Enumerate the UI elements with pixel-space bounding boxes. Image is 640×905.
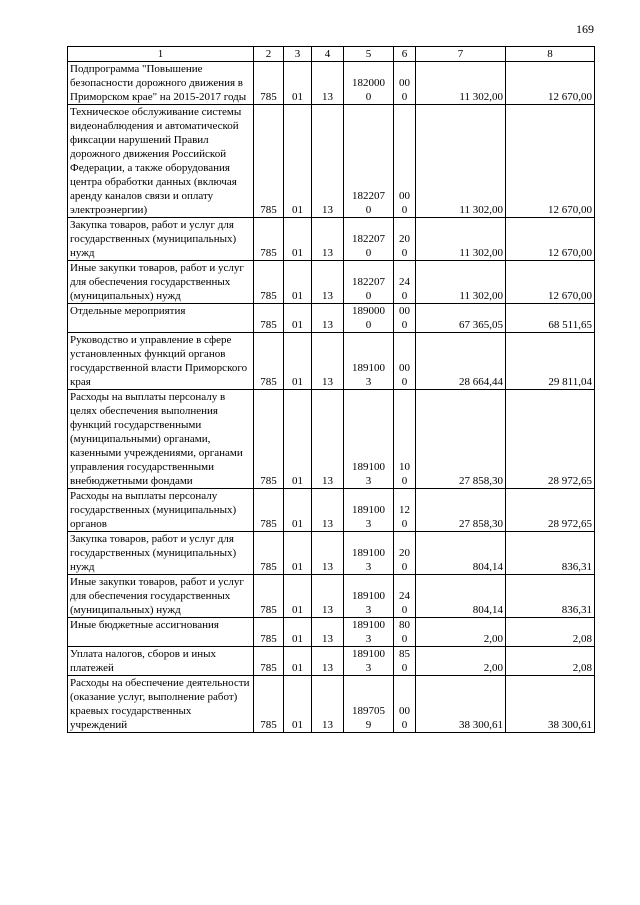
expense-type-code: [394, 261, 416, 304]
table-row: [68, 575, 595, 618]
column-header: 1: [68, 47, 254, 62]
expense-name: Расходы на обеспечение деятельности (оказание услуг, выполнение работ) краевых государственных учреждений: [68, 676, 254, 733]
target-article-code-part2: 3: [365, 518, 372, 530]
expense-name: Иные закупки товаров, работ и услуг для обеспечения государственных (муниципальных) нужд: [68, 261, 254, 304]
amount-year-2: 836,31: [506, 575, 595, 618]
expense-type-code: [394, 390, 416, 489]
column-header: 4: [312, 47, 344, 62]
target-article-code-part2: 9: [365, 719, 372, 731]
amount-year-2: 12 670,00: [506, 218, 595, 261]
expense-name: Закупка товаров, работ и услуг для государственных (муниципальных) нужд: [68, 218, 254, 261]
amount-year-1: 11 302,00: [416, 261, 506, 304]
table-row: [68, 676, 595, 733]
target-article-code-part1: 189705: [352, 705, 385, 717]
target-article-code: [344, 390, 394, 489]
expense-type-code: [394, 304, 416, 333]
amount-year-2: 38 300,61: [506, 676, 595, 733]
expense-name: Уплата налогов, сборов и иных платежей: [68, 647, 254, 676]
expense-name: Закупка товаров, работ и услуг для государственных (муниципальных) нужд: [68, 532, 254, 575]
table-row: [68, 333, 595, 390]
expense-type-code: [394, 333, 416, 390]
table-row: [68, 304, 595, 333]
expense-type-code: [394, 218, 416, 261]
ministry-code: 785: [254, 618, 284, 647]
expense-type-code-part1: 12: [399, 504, 410, 516]
ministry-code: 785: [254, 532, 284, 575]
expense-type-code-part2: 0: [401, 376, 408, 388]
amount-year-1: 11 302,00: [416, 62, 506, 105]
table-row: [68, 532, 595, 575]
ministry-code: 785: [254, 575, 284, 618]
target-article-code-part1: 189100: [352, 504, 385, 516]
expense-type-code-part2: 0: [401, 561, 408, 573]
target-article-code-part2: 3: [365, 561, 372, 573]
section-code: 01: [284, 390, 312, 489]
target-article-code-part2: 3: [365, 633, 372, 645]
target-article-code-part2: 0: [365, 319, 372, 331]
amount-year-2: 2,08: [506, 647, 595, 676]
table-row: [68, 105, 595, 218]
ministry-code: 785: [254, 105, 284, 218]
amount-year-1: 27 858,30: [416, 489, 506, 532]
amount-year-2: 12 670,00: [506, 105, 595, 218]
target-article-code-part1: 189000: [352, 305, 385, 317]
column-header: 6: [394, 47, 416, 62]
expense-type-code-part1: 00: [399, 705, 410, 717]
amount-year-1: 38 300,61: [416, 676, 506, 733]
expense-type-code: [394, 676, 416, 733]
target-article-code-part1: 189100: [352, 547, 385, 559]
expense-type-code-part1: 20: [399, 233, 410, 245]
expense-name: Расходы на выплаты персоналу государственных (муниципальных) органов: [68, 489, 254, 532]
column-header: 7: [416, 47, 506, 62]
section-code: 01: [284, 218, 312, 261]
target-article-code-part2: 0: [365, 290, 372, 302]
amount-year-2: 28 972,65: [506, 390, 595, 489]
expense-type-code-part2: 0: [401, 247, 408, 259]
expense-type-code-part2: 0: [401, 290, 408, 302]
column-header: 8: [506, 47, 595, 62]
target-article-code: [344, 676, 394, 733]
ministry-code: 785: [254, 218, 284, 261]
amount-year-1: 804,14: [416, 575, 506, 618]
target-article-code-part1: 182207: [352, 276, 385, 288]
expense-name: Техническое обслуживание системы видеонаблюдения и автоматической фиксации нарушений Правил дорожного движения Российской Федерации, а также оборудования центра обработки данных (включая аренду каналов связи и оплату электроэнергии): [68, 105, 254, 218]
section-code: 01: [284, 62, 312, 105]
expense-type-code-part1: 00: [399, 77, 410, 89]
expense-type-code: [394, 575, 416, 618]
expense-type-code: [394, 489, 416, 532]
amount-year-2: 28 972,65: [506, 489, 595, 532]
target-article-code-part2: 3: [365, 475, 372, 487]
table-row: [68, 489, 595, 532]
target-article-code: [344, 489, 394, 532]
subsection-code: 13: [312, 105, 344, 218]
target-article-code: [344, 647, 394, 676]
table-row: [68, 647, 595, 676]
target-article-code-part2: 0: [365, 247, 372, 259]
subsection-code: 13: [312, 261, 344, 304]
target-article-code: [344, 218, 394, 261]
expense-type-code-part2: 0: [401, 604, 408, 616]
expense-type-code-part2: 0: [401, 662, 408, 674]
target-article-code: [344, 105, 394, 218]
subsection-code: 13: [312, 304, 344, 333]
ministry-code: 785: [254, 647, 284, 676]
target-article-code-part1: 182207: [352, 190, 385, 202]
subsection-code: 13: [312, 62, 344, 105]
amount-year-2: 2,08: [506, 618, 595, 647]
expense-name: Отдельные мероприятия: [68, 304, 254, 333]
expense-type-code-part1: 20: [399, 547, 410, 559]
expense-type-code: [394, 62, 416, 105]
expense-type-code-part1: 00: [399, 362, 410, 374]
column-header: 3: [284, 47, 312, 62]
expense-type-code-part2: 0: [401, 204, 408, 216]
table-row: [68, 618, 595, 647]
amount-year-1: 11 302,00: [416, 218, 506, 261]
section-code: 01: [284, 676, 312, 733]
expense-type-code-part1: 85: [399, 648, 410, 660]
section-code: 01: [284, 647, 312, 676]
expense-type-code: [394, 647, 416, 676]
section-code: 01: [284, 575, 312, 618]
target-article-code: [344, 304, 394, 333]
target-article-code-part1: 189100: [352, 362, 385, 374]
budget-table: [67, 46, 595, 733]
target-article-code: [344, 575, 394, 618]
target-article-code: [344, 618, 394, 647]
subsection-code: 13: [312, 489, 344, 532]
expense-type-code: [394, 618, 416, 647]
section-code: 01: [284, 618, 312, 647]
expense-type-code-part2: 0: [401, 518, 408, 530]
expense-type-code-part1: 80: [399, 619, 410, 631]
table-row: [68, 390, 595, 489]
ministry-code: 785: [254, 62, 284, 105]
target-article-code: [344, 261, 394, 304]
target-article-code-part2: 3: [365, 604, 372, 616]
expense-name: Иные закупки товаров, работ и услуг для обеспечения государственных (муниципальных) нужд: [68, 575, 254, 618]
expense-type-code-part1: 00: [399, 305, 410, 317]
subsection-code: 13: [312, 532, 344, 575]
target-article-code-part1: 189100: [352, 648, 385, 660]
ministry-code: 785: [254, 390, 284, 489]
amount-year-1: 67 365,05: [416, 304, 506, 333]
expense-type-code: [394, 105, 416, 218]
subsection-code: 13: [312, 676, 344, 733]
table-row: [68, 218, 595, 261]
target-article-code-part1: 189100: [352, 461, 385, 473]
target-article-code-part2: 0: [365, 91, 372, 103]
subsection-code: 13: [312, 218, 344, 261]
expense-type-code-part1: 24: [399, 590, 410, 602]
target-article-code-part1: 189100: [352, 590, 385, 602]
amount-year-2: 68 511,65: [506, 304, 595, 333]
ministry-code: 785: [254, 304, 284, 333]
section-code: 01: [284, 333, 312, 390]
amount-year-2: 12 670,00: [506, 62, 595, 105]
amount-year-1: 27 858,30: [416, 390, 506, 489]
expense-type-code-part1: 24: [399, 276, 410, 288]
target-article-code-part2: 3: [365, 376, 372, 388]
expense-type-code-part2: 0: [401, 633, 408, 645]
column-header: 2: [254, 47, 284, 62]
target-article-code: [344, 333, 394, 390]
section-code: 01: [284, 261, 312, 304]
target-article-code-part1: 182000: [352, 77, 385, 89]
amount-year-1: 28 664,44: [416, 333, 506, 390]
amount-year-1: 2,00: [416, 618, 506, 647]
target-article-code-part1: 182207: [352, 233, 385, 245]
expense-type-code-part2: 0: [401, 319, 408, 331]
subsection-code: 13: [312, 647, 344, 676]
section-code: 01: [284, 304, 312, 333]
table-body: [68, 47, 595, 733]
subsection-code: 13: [312, 618, 344, 647]
amount-year-2: 12 670,00: [506, 261, 595, 304]
ministry-code: 785: [254, 261, 284, 304]
amount-year-1: 2,00: [416, 647, 506, 676]
table-header-row: [68, 47, 595, 62]
ministry-code: 785: [254, 333, 284, 390]
section-code: 01: [284, 489, 312, 532]
target-article-code-part2: 0: [365, 204, 372, 216]
amount-year-1: 11 302,00: [416, 105, 506, 218]
table-row: [68, 62, 595, 105]
subsection-code: 13: [312, 333, 344, 390]
expense-type-code-part1: 00: [399, 190, 410, 202]
expense-type-code-part2: 0: [401, 91, 408, 103]
page-number: 169: [576, 22, 594, 36]
amount-year-2: 836,31: [506, 532, 595, 575]
target-article-code-part2: 3: [365, 662, 372, 674]
expense-name: Руководство и управление в сфере установленных функций органов государственной власти Приморского края: [68, 333, 254, 390]
table-row: [68, 261, 595, 304]
expense-name: Подпрограмма "Повышение безопасности дорожного движения в Приморском крае" на 2015-2017 годы: [68, 62, 254, 105]
subsection-code: 13: [312, 390, 344, 489]
expense-name: Расходы на выплаты персоналу в целях обеспечения выполнения функций государственными (муниципальными) органами, казенными учреждениями, органами управления государственными внебюджетными фондами: [68, 390, 254, 489]
amount-year-1: 804,14: [416, 532, 506, 575]
expense-type-code: [394, 532, 416, 575]
target-article-code: [344, 62, 394, 105]
expense-type-code-part1: 10: [399, 461, 410, 473]
expense-type-code-part2: 0: [401, 719, 408, 731]
target-article-code: [344, 532, 394, 575]
target-article-code-part1: 189100: [352, 619, 385, 631]
subsection-code: 13: [312, 575, 344, 618]
ministry-code: 785: [254, 489, 284, 532]
section-code: 01: [284, 532, 312, 575]
expense-type-code-part2: 0: [401, 475, 408, 487]
column-header: 5: [344, 47, 394, 62]
amount-year-2: 29 811,04: [506, 333, 595, 390]
ministry-code: 785: [254, 676, 284, 733]
section-code: 01: [284, 105, 312, 218]
expense-name: Иные бюджетные ассигнования: [68, 618, 254, 647]
